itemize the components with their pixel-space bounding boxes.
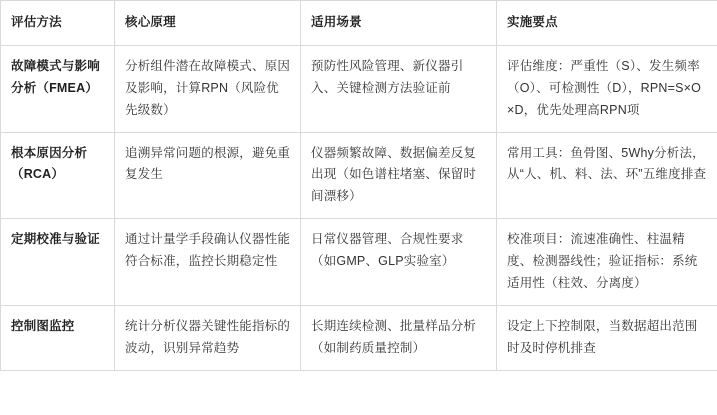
cell-points: 评估维度：严重性（S）、发生频率（O）、可检测性（D），RPN=S×O×D，优先处理高RPN项 — [497, 45, 717, 132]
cell-points: 常用工具：鱼骨图、5Why分析法，从“人、机、料、法、环”五维度排查 — [497, 132, 717, 219]
cell-method: 控制图监控 — [1, 305, 115, 370]
cell-points: 设定上下控制限，当数据超出范围时及时停机排查 — [497, 305, 717, 370]
table-header — [1, 1, 717, 46]
table-row — [1, 305, 717, 370]
cell-principle: 通过计量学手段确认仪器性能符合标准，监控长期稳定性 — [115, 219, 301, 306]
column-header-scenario: 适用场景 — [301, 1, 497, 46]
cell-principle: 追溯异常问题的根源，避免重复发生 — [115, 132, 301, 219]
column-header-principle: 核心原理 — [115, 1, 301, 46]
cell-scenario: 预防性风险管理、新仪器引入、关键检测方法验证前 — [301, 45, 497, 132]
cell-scenario: 日常仪器管理、合规性要求（如GMP、GLP实验室） — [301, 219, 497, 306]
table-body — [1, 45, 717, 370]
cell-principle: 统计分析仪器关键性能指标的波动，识别异常趋势 — [115, 305, 301, 370]
table-row — [1, 45, 717, 132]
cell-scenario: 仪器频繁故障、数据偏差反复出现（如色谱柱堵塞、保留时间漂移） — [301, 132, 497, 219]
column-header-points: 实施要点 — [497, 1, 717, 46]
cell-method: 定期校准与验证 — [1, 219, 115, 306]
table-row — [1, 132, 717, 219]
cell-principle: 分析组件潜在故障模式、原因及影响，计算RPN（风险优先级数） — [115, 45, 301, 132]
cell-scenario: 长期连续检测、批量样品分析（如制药质量控制） — [301, 305, 497, 370]
cell-method: 故障模式与影响分析（FMEA） — [1, 45, 115, 132]
cell-method: 根本原因分析（RCA） — [1, 132, 115, 219]
column-header-method: 评估方法 — [1, 1, 115, 46]
table-header-row — [1, 1, 717, 46]
table-row — [1, 219, 717, 306]
cell-points: 校准项目：流速准确性、柱温精度、检测器线性；验证指标：系统适用性（柱效、分离度） — [497, 219, 717, 306]
